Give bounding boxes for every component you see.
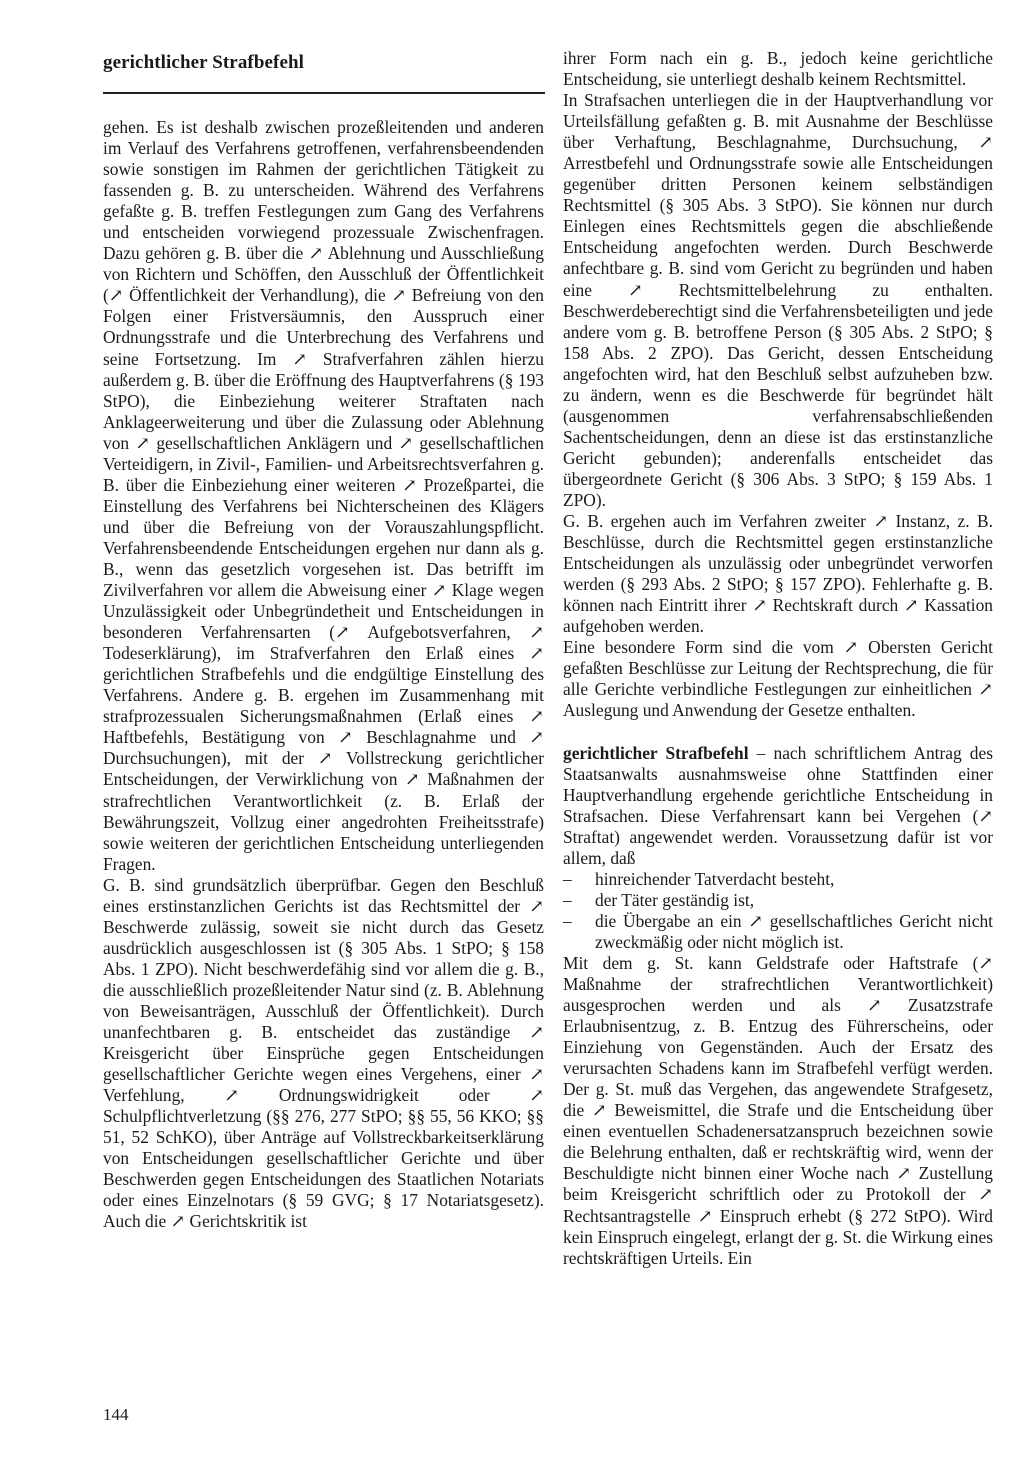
- condition-text: der Täter geständig ist,: [595, 889, 755, 910]
- header-rule: [103, 92, 545, 94]
- entry-definition-text: – nach schriftlichem Antrag des Staatsanwalts ausnahmsweise ohne Stattfinden einer Hauptverhandlung ergehende gerichtliche Entscheidung in Strafsachen. Diese Verfahrensart kann bei Vergehen (↗ Straftat) angewendet werden. Voraussetzung dafür ist vor allem, daß: [563, 742, 993, 868]
- right-paragraph-1: ihrer Form nach ein g. B., jedoch keine gerichtliche Entscheidung, sie unterliegt deshalb keinem Rechtsmittel.: [563, 48, 993, 90]
- right-paragraph-4: Eine besondere Form sind die vom ↗ Obersten Gericht gefaßten Beschlüsse zur Leitung der Rechtsprechung, die für alle Gerichte verbindliche Festlegungen zur einheitlichen ↗ Auslegung und Anwendung der Gesetze enthalten.: [563, 637, 993, 721]
- dash-marker: –: [563, 910, 572, 931]
- condition-item: [563, 890, 993, 911]
- entry-term: gerichtlicher Strafbefehl: [563, 742, 749, 763]
- condition-item: [563, 911, 993, 953]
- condition-item: [563, 869, 993, 890]
- right-paragraph-3: G. B. ergehen auch im Verfahren zweiter ↗ Instanz, z. B. Beschlüsse, durch die Rechtsmittel gegen erstinstanzliche Entscheidungen als unzulässig oder unbegründet verworfen werden (§ 293 Abs. 2 StPO; § 157 ZPO). Fehlerhafte g. B. können nach Eintritt ihrer ↗ Rechtskraft durch ↗ Kassation aufgehoben werden.: [563, 511, 993, 637]
- running-header-title: gerichtlicher Strafbefehl: [103, 52, 305, 73]
- condition-text: hinreichender Tatverdacht besteht,: [595, 868, 835, 889]
- dash-marker: –: [563, 868, 572, 889]
- running-header: [103, 52, 543, 74]
- entry-gap: [563, 722, 993, 743]
- left-paragraph-2: G. B. sind grundsätzlich überprüfbar. Gegen den Beschluß eines erstinstanzlichen Gerichts ist das Rechtsmittel der ↗ Beschwerde zulässig, soweit sie nicht durch das Gesetz ausdrücklich ausgeschlossen ist (§ 305 Abs. 1 StPO; § 158 Abs. 1 ZPO). Nicht beschwerdefähig sind vor allem die g. B., die ausschließlich prozeßleitender Natur sind (z. B. Ablehnung von Beweisanträgen, Ausschluß der Öffentlichkeit). Durch unanfechtbaren g. B. entscheidet das zuständige ↗ Kreisgericht über Einsprüche gegen Entscheidungen gesellschaftlicher Gerichte wegen eines Vergehens, einer ↗ Verfehlung, ↗ Ordnungswidrigkeit oder ↗ Schulpflichtverletzung (§§ 276, 277 StPO; §§ 55, 56 KKO; §§ 51, 52 SchKO), über Anträge auf Vollstreckbarkeitserklärung von Entscheidungen gesellschaftlicher Gerichte und über Beschwerden gegen Entscheidungen des Staatlichen Notariats oder eines Einzelnotars (§ 59 GVG; § 17 Notariatsgesetz). Auch die ↗ Gerichtskritik ist: [103, 874, 544, 1232]
- left-paragraph-1: gehen. Es ist deshalb zwischen prozeßleitenden und anderen im Verlauf des Verfahrens getroffenen, verfahrensbeendenden sowie sonstigen im Rahmen der gerichtlichen Tätigkeit zu fassenden g. B. zu unterscheiden. Während des Verfahrens gefaßte g. B. treffen Festlegungen zum Gang des Verfahrens und entscheiden vorwiegend prozessuale Zwischenfragen. Dazu gehören g. B. über die ↗ Ablehnung und Ausschließung von Richtern und Schöffen, den Ausschluß der Öffentlichkeit (↗ Öffentlichkeit der Verhandlung), die ↗ Befreiung von den Folgen einer Fristversäumnis, den Ausspruch einer Ordnungsstrafe und die Unterbrechung des Verfahrens und seine Fortsetzung. Im ↗ Strafverfahren zählen hierzu außerdem g. B. über die Eröffnung des Hauptverfahrens (§ 193 StPO), die Einbeziehung weiterer Straftaten nach Anklageerweiterung und über die Zulassung oder Ablehnung von ↗ gesellschaftlichen Anklägern und ↗ gesellschaftlichen Verteidigern, in Zivil-, Familien- und Arbeitsrechtsverfahren g. B. über die Einbeziehung einer weiteren ↗ Prozeßpartei, die Einstellung des Verfahrens bei Nichterscheinen des Klägers und über die Befreiung von der Vorauszahlungspflicht. Verfahrensbeendende Entscheidungen ergehen nur dann als g. B., wenn das gesetzlich vorgesehen ist. Das betrifft im Zivilverfahren vor allem die Abweisung einer ↗ Klage wegen Unzulässigkeit oder Unbegründetheit und Entscheidungen in besonderen Verfahrensarten (↗ Aufgebotsverfahren, ↗ Todeserklärung), im Strafverfahren den Erlaß eines ↗ gerichtlichen Strafbefehls und die endgültige Einstellung des Verfahrens. Andere g. B. ergehen im Zusammenhang mit strafprozessualen Sicherungsmaßnahmen (Erlaß eines ↗ Haftbefehls, Bestätigung von ↗ Beschlagnahme und ↗ Durchsuchungen), mit der ↗ Vollstreckung gerichtlicher Entscheidungen, der Verwirklichung von ↗ Maßnahmen der strafrechtlichen Verantwortlichkeit (z. B. Erlaß der Bewährungszeit, Vollzug einer angedrohten Freiheitsstrafe) sowie weiteren der gerichtlichen Entscheidung unterliegenden Fragen.: [103, 117, 544, 874]
- page-number: 144: [103, 1405, 129, 1424]
- condition-text: die Übergabe an ein ↗ gesellschaftliches Gericht nicht zweckmäßig oder nicht möglich ist.: [595, 910, 993, 952]
- right-paragraph-2: In Strafsachen unterliegen die in der Hauptverhandlung vor Urteilsfällung gefaßten g. B. mit Ausnahme der Beschlüsse über Verhaftung, Beschlagnahme, Durchsuchung, ↗ Arrestbefehl und Ordnungsstrafe sowie alle Entscheidungen gegenüber dritten Personen keinem selbständigen Rechtsmittel (§ 305 Abs. 3 StPO). Sie können nur durch Einlegen eines Rechtsmittels gegen die abschließende Entscheidung angefochten werden. Durch Beschwerde anfechtbare g. B. sind vom Gericht zu begründen und haben eine ↗ Rechtsmittelbelehrung zu enthalten. Beschwerdeberechtigt sind die Verfahrensbeteiligten und jede andere vom g. B. betroffene Person (§ 305 Abs. 2 StPO; § 158 Abs. 2 ZPO). Das Gericht, dessen Entscheidung angefochten wird, hat den Beschluß selbst aufzuheben bzw. zu ändern, wenn es die Beschwerde für begründet hält (ausgenommen verfahrensabschließenden Sachentscheidungen, denn an diese ist das erstinstanzliche Gericht gebunden); anderenfalls entscheidet das übergeordnete Gericht (§ 306 Abs. 3 StPO; § 159 Abs. 1 ZPO).: [563, 90, 993, 510]
- dash-marker: –: [563, 889, 572, 910]
- left-column: [103, 117, 544, 1232]
- entry-continuation: Mit dem g. St. kann Geldstrafe oder Haftstrafe (↗ Maßnahme der strafrechtlichen Verantwortlichkeit) ausgesprochen werden und als ↗ Zusatzstrafe Erlaubnisentzug, z. B. Entzug des Führerscheins, oder Einziehung von Gegenständen. Auch der Ersatz des verursachten Schadens kann im Strafbefehl verfügt werden. Der g. St. muß das Vergehen, das angewendete Strafgesetz, die ↗ Beweismittel, die Strafe und die Entscheidung über einen eventuellen Schadenersatzanspruch bezeichnen sowie die Belehrung enthalten, daß er rechtskräftig wird, wenn der Beschuldigte nicht binnen einer Woche nach ↗ Zustellung beim Kreisgericht schriftlich oder zu Protokoll der ↗ Rechtsantragstelle ↗ Einspruch erhebt (§ 272 StPO). Wird kein Einspruch eingelegt, erlangt der g. St. die Wirkung eines rechtskräftigen Urteils. Ein: [563, 952, 993, 1268]
- right-column: [563, 48, 993, 1269]
- entry-definition: [563, 743, 993, 869]
